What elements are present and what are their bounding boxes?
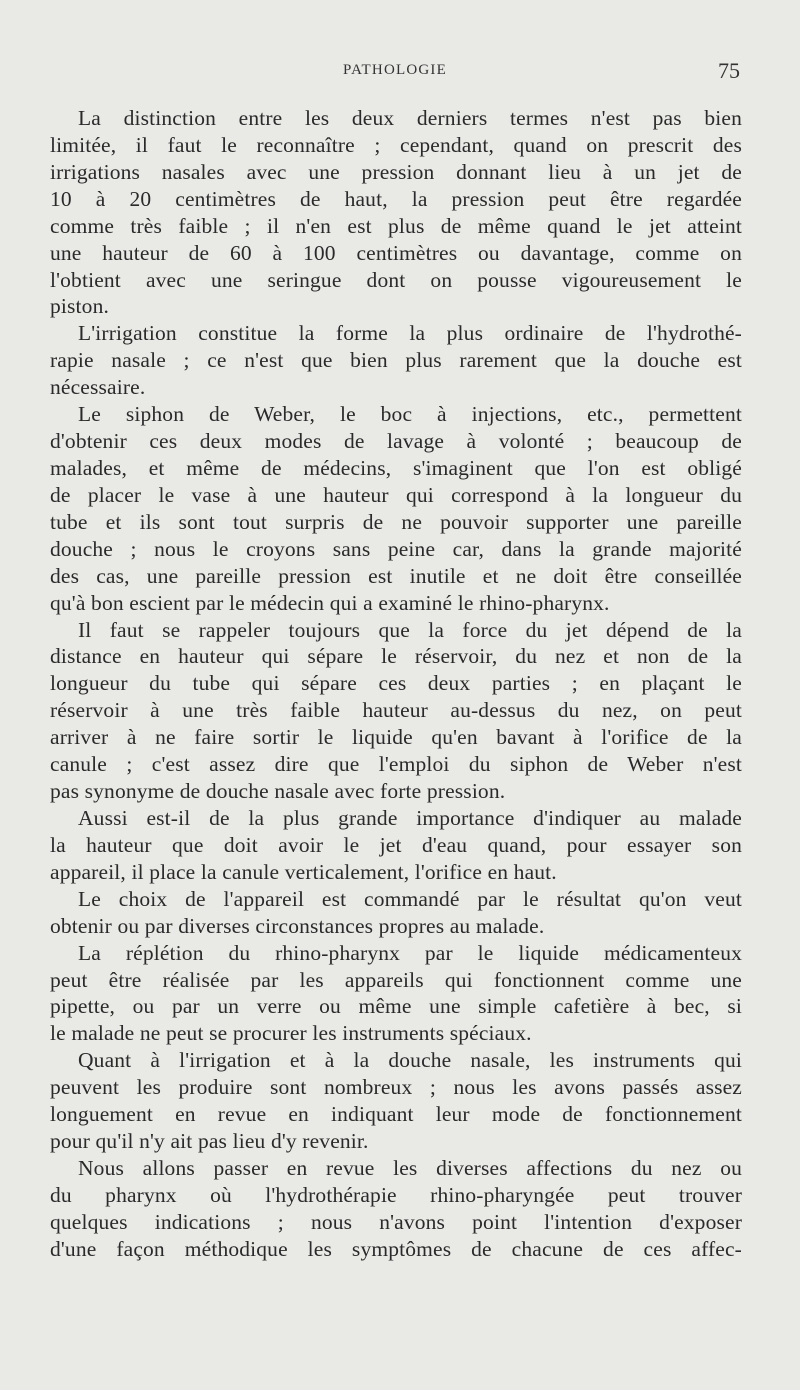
text-line: appareil, il place la canule verticalement, l'orifice en haut.	[50, 859, 557, 884]
text-line: 10 à 20 centimètres de haut, la pression peut être regardée	[50, 186, 742, 211]
text-line: des cas, une pareille pression est inutile et ne doit être conseillée	[50, 563, 742, 588]
text-line: longuement en revue en indiquant leur mode de fonctionnement	[50, 1102, 742, 1127]
text-line: l'obtient avec une seringue dont on pousse vigoureusement le	[50, 267, 742, 292]
text-line: distance en hauteur qui sépare le réservoir, du nez et non de la	[50, 644, 742, 669]
text-line: irrigations nasales avec une pression donnant lieu à un jet de	[50, 159, 742, 184]
text-line: rapie nasale ; ce n'est que bien plus rarement que la douche est	[50, 348, 742, 373]
text-line: pas synonyme de douche nasale avec forte pression.	[50, 779, 506, 804]
text-line: La réplétion du rhino-pharynx par le liquide médicamenteux	[78, 940, 742, 965]
text-line: le malade ne peut se procurer les instruments spéciaux.	[50, 1021, 532, 1046]
text-line: du pharynx où l'hydrothérapie rhino-pharyngée peut trouver	[50, 1182, 742, 1207]
text-line: malades, et même de médecins, s'imaginent que l'on est obligé	[50, 455, 742, 480]
text-line: comme très faible ; il n'en est plus de même quand le jet atteint	[50, 213, 742, 238]
body-text	[50, 105, 742, 1263]
text-line: nécessaire.	[50, 375, 146, 400]
text-line: piston.	[50, 294, 109, 319]
page-number: 75	[718, 58, 740, 83]
text-line: quelques indications ; nous n'avons point l'intention d'exposer	[50, 1209, 742, 1234]
text-line: la hauteur que doit avoir le jet d'eau quand, pour essayer son	[50, 832, 742, 857]
text-line: tube et ils sont tout surpris de ne pouvoir supporter une pareille	[50, 509, 742, 534]
text-line: d'une façon méthodique les symptômes de chacune de ces affec-	[50, 1236, 742, 1261]
text-line: obtenir ou par diverses circonstances propres au malade.	[50, 913, 545, 938]
text-line: longueur du tube qui sépare ces deux parties ; en plaçant le	[50, 671, 742, 696]
text-line: Quant à l'irrigation et à la douche nasale, les instruments qui	[78, 1048, 742, 1073]
text-line: canule ; c'est assez dire que l'emploi du siphon de Weber n'est	[50, 752, 742, 777]
text-line: pour qu'il n'y ait pas lieu d'y revenir.	[50, 1129, 369, 1154]
text-line: de placer le vase à une hauteur qui correspond à la longueur du	[50, 482, 742, 507]
text-line: douche ; nous le croyons sans peine car, dans la grande majorité	[50, 536, 742, 561]
text-line: Aussi est-il de la plus grande importance d'indiquer au malade	[78, 805, 742, 830]
text-line: L'irrigation constitue la forme la plus ordinaire de l'hydrothé-	[78, 321, 742, 346]
text-line: une hauteur de 60 à 100 centimètres ou davantage, comme on	[50, 240, 742, 265]
text-line: Le choix de l'appareil est commandé par le résultat qu'on veut	[78, 886, 742, 911]
text-line: arriver à ne faire sortir le liquide qu'en bavant à l'orifice de la	[50, 725, 742, 750]
text-line: réservoir à une très faible hauteur au-dessus du nez, on peut	[50, 698, 742, 723]
text-line: qu'à bon escient par le médecin qui a examiné le rhino-pharynx.	[50, 590, 610, 615]
page-header	[50, 58, 740, 88]
text-line: peut être réalisée par les appareils qui fonctionnent comme une	[50, 967, 742, 992]
text-line: peuvent les produire sont nombreux ; nous les avons passés assez	[50, 1075, 742, 1100]
text-line: Il faut se rappeler toujours que la force du jet dépend de la	[78, 617, 742, 642]
text-line: pipette, ou par un verre ou même une simple cafetière à bec, si	[50, 994, 742, 1019]
text-line: Le siphon de Weber, le boc à injections, etc., permettent	[78, 402, 742, 427]
text-line: Nous allons passer en revue les diverses affections du nez ou	[78, 1155, 742, 1180]
text-line: limitée, il faut le reconnaître ; cependant, quand on prescrit des	[50, 132, 742, 157]
text-line: La distinction entre les deux derniers termes n'est pas bien	[78, 106, 742, 130]
text-line: d'obtenir ces deux modes de lavage à volonté ; beaucoup de	[50, 429, 742, 454]
running-title: PATHOLOGIE	[343, 62, 447, 78]
